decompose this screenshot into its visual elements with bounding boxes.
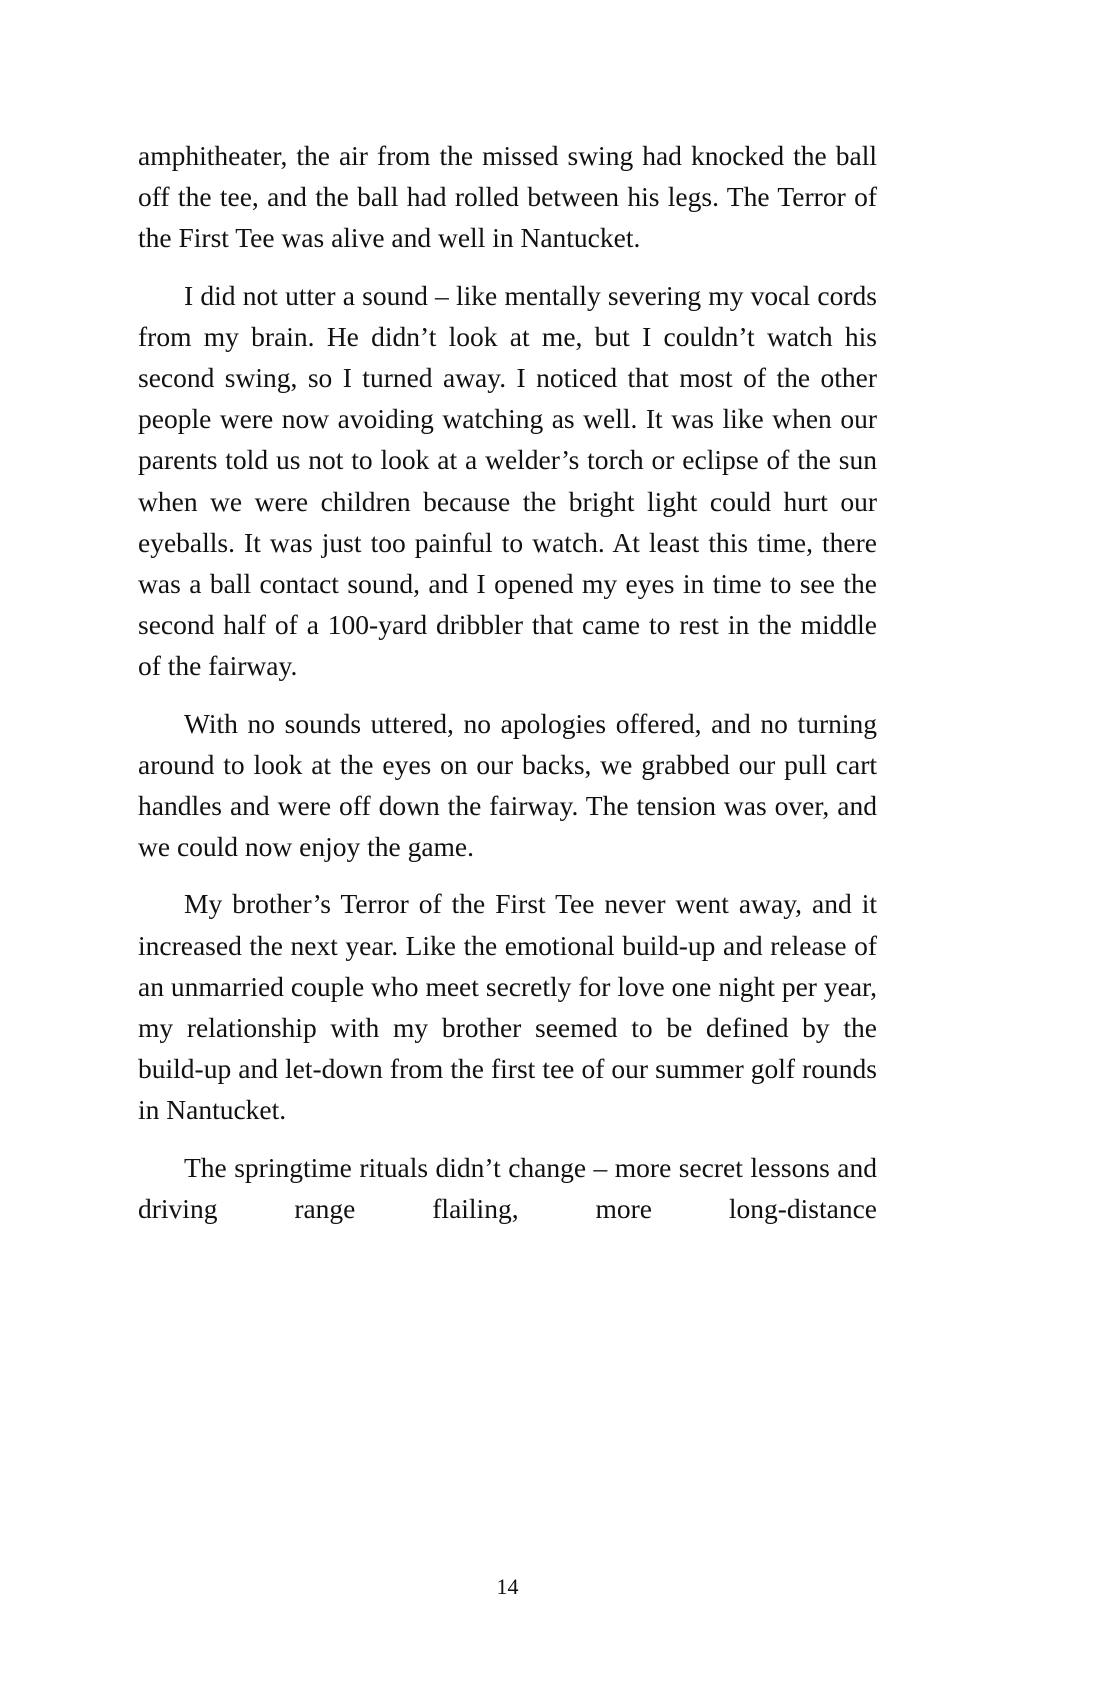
paragraph-5: The springtime rituals didn’t change – more secret lessons and driving range flailing, more long-distance: [138, 1151, 877, 1224]
paragraph-4: My brother’s Terror of the First Tee never went away, and it increased the next year. Like the emotional build-up and release of an unmarried couple who meet secretly for love one night per year, my relationship with my brother seemed to be defined by the build-up and let-down from the first tee of our summer golf rounds in Nantucket.: [138, 888, 877, 1126]
page-number: 14: [496, 1574, 519, 1599]
paragraph-1: amphitheater, the air from the missed swing had knocked the ball off the tee, and the ball had rolled between his legs. The Terror of the First Tee was alive and well in Nantucket.: [138, 140, 877, 254]
paragraph-3: With no sounds uttered, no apologies offered, and no turning around to look at the eyes on our backs, we grabbed our pull cart handles and were off down the fairway. The tension was over, and we could now enjoy the game.: [138, 707, 877, 863]
body-text: [138, 135, 877, 1229]
paragraph-2: I did not utter a sound – like mentally severing my vocal cords from my brain. He didn’t look at me, but I couldn’t watch his second swing, so I turned away. I noticed that most of the other people were now avoiding watching as well. It was like when our parents told us not to look at a welder’s torch or eclipse of the sun when we were children because the bright light could hurt our eyeballs. It was just too painful to watch. At least this time, there was a ball contact sound, and I opened my eyes in time to see the second half of a 100-yard dribbler that came to rest in the middle of the fairway.: [138, 279, 877, 682]
